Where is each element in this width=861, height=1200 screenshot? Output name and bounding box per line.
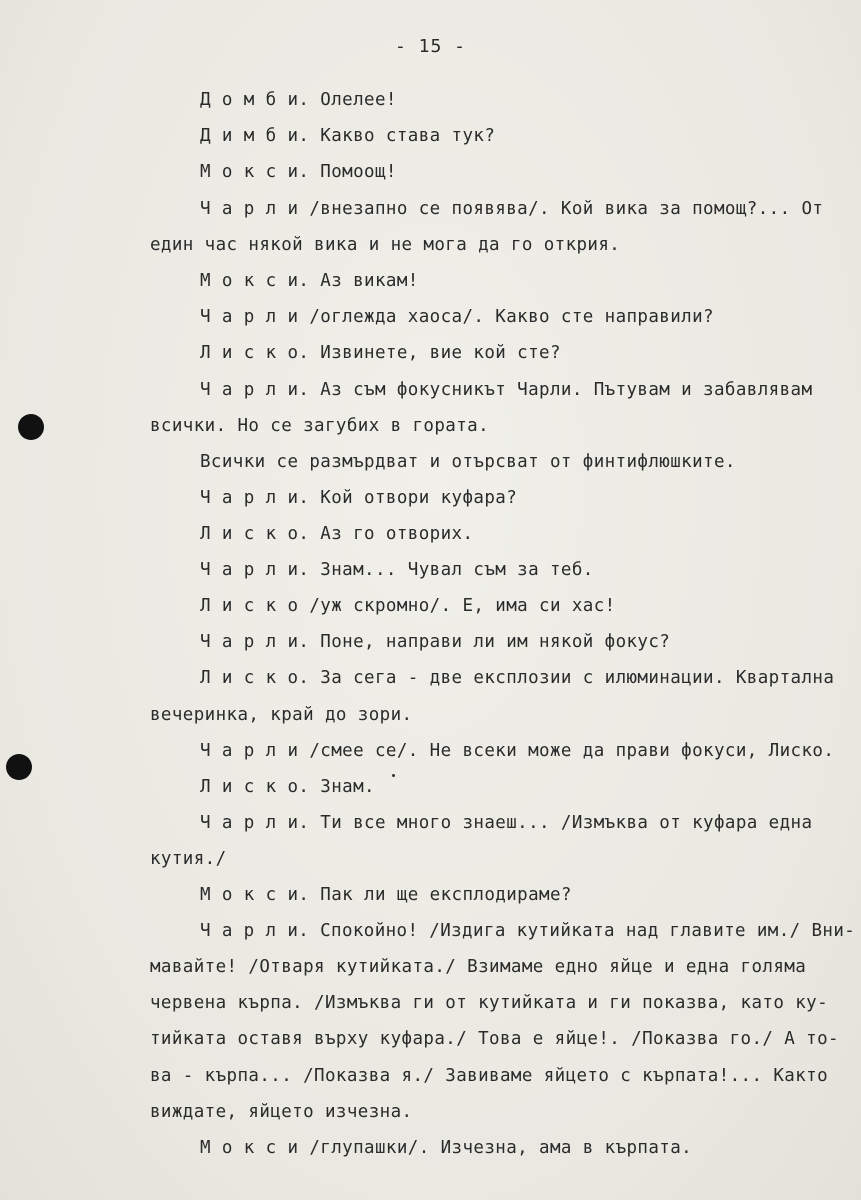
script-line: Ч а р л и. Поне, направи ли им някой фокус? — [200, 632, 671, 652]
script-line: ва - кърпа... /Показва я./ Завиваме яйцето с кърпата!... Както — [150, 1066, 829, 1086]
script-line: кутия./ — [150, 849, 227, 869]
script-line: мавайте! /Отваря кутийката./ Взимаме едно яйце и една голяма — [150, 957, 807, 977]
script-line: Л и с к о. Знам. — [200, 777, 375, 797]
script-line: виждате, яйцето изчезна. — [150, 1102, 413, 1122]
script-line: Ч а р л и. Знам... Чувал съм за теб. — [200, 560, 594, 580]
script-line: Д о м б и. Олелее! — [200, 90, 397, 110]
script-line: Ч а р л и. Спокойно! /Издига кутийката над главите им./ Вни- — [200, 921, 856, 941]
script-line: един час някой вика и не мога да го открия. — [150, 235, 621, 255]
script-line: Л и с к о. Извинете, вие кой сте? — [200, 343, 561, 363]
page-number: - 15 - — [394, 36, 467, 57]
ink-speck — [392, 774, 395, 777]
script-line: вечеринка, край до зори. — [150, 705, 413, 725]
script-line: Л и с к о. За сега - две експлозии с илюминации. Квартална — [200, 668, 835, 688]
script-line: тийката оставя върху куфара./ Това е яйце!. /Показва го./ А то- — [150, 1029, 839, 1049]
script-line: Ч а р л и. Аз съм фокусникът Чарли. Пътувам и забавлявам — [200, 380, 813, 400]
script-line: М о к с и. Помоощ! — [200, 162, 397, 182]
script-line: червена кърпа. /Измъква ги от кутийката и ги показва, като ку- — [150, 993, 829, 1013]
script-line: М о к с и. Аз викам! — [200, 271, 419, 291]
punch-hole-bottom — [6, 754, 32, 780]
script-line: Д и м б и. Какво става тук? — [200, 126, 496, 146]
script-line: Л и с к о. Аз го отворих. — [200, 524, 474, 544]
stage-direction: Всички се размърдват и отърсват от финтифлюшките. — [200, 452, 736, 472]
script-line: Ч а р л и. Кой отвори куфара? — [200, 488, 518, 508]
punch-hole-top — [18, 414, 44, 440]
script-line: Ч а р л и /смее се/. Не всеки може да прави фокуси, Лиско. — [200, 741, 835, 761]
script-line: Ч а р л и /внезапно се появява/. Кой вика за помощ?... От — [200, 199, 824, 219]
script-line: М о к с и /глупашки/. Изчезна, ама в кърпата. — [200, 1138, 693, 1158]
script-line: всички. Но се загубих в гората. — [150, 416, 490, 436]
script-line: Л и с к о /уж скромно/. Е, има си хас! — [200, 596, 616, 616]
script-line: Ч а р л и /оглежда хаоса/. Какво сте направили? — [200, 307, 714, 327]
script-line: Ч а р л и. Ти все много знаеш... /Измъква от куфара една — [200, 813, 813, 833]
script-line: М о к с и. Пак ли ще експлодираме? — [200, 885, 572, 905]
